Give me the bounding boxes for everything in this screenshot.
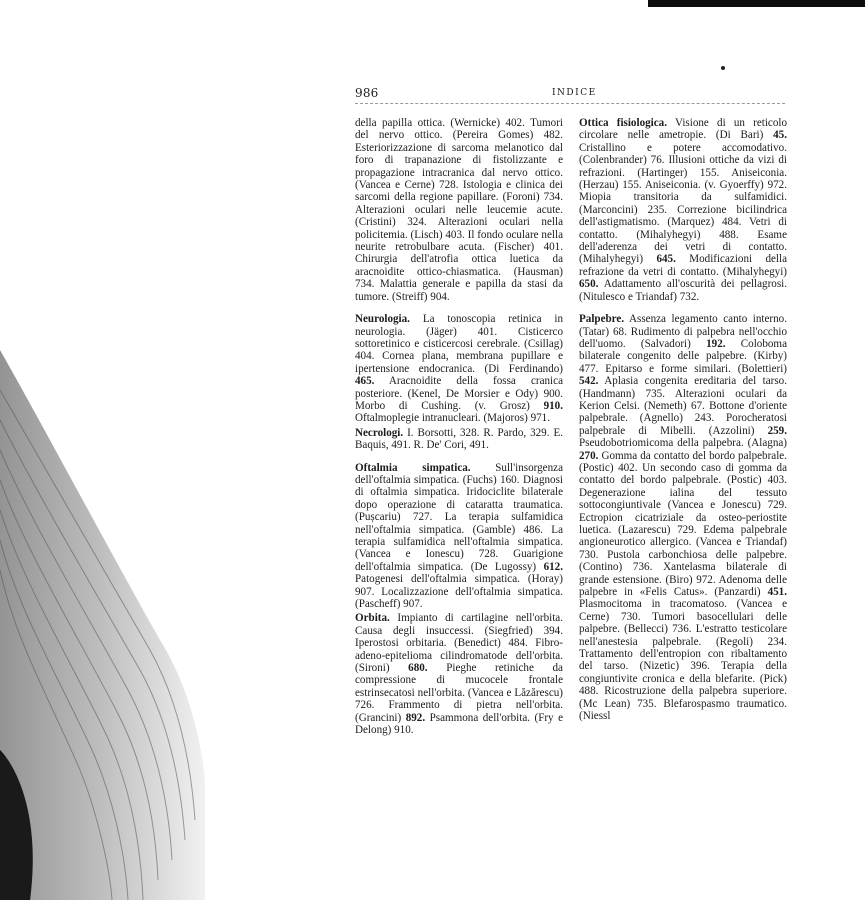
entry-text: Aplasia congenita ereditaria del tarso. (Handmann) 735. Alterazioni oculari da Kerion Celsi. (Nemeth) 67. Bottone d'oriente palpebrale. (Agnello) 243. Porocheratosi palpebrale di Mibelli. (Azzolini) [579, 375, 787, 437]
bold-page-ref: 892. [405, 711, 426, 724]
entry-text: Pseudobotriomicoma della palpebra. (Alagna) [579, 437, 787, 450]
entry-term: Necrologi. [355, 426, 404, 439]
entry-term: Oftalmia simpatica. [355, 461, 471, 474]
entry-text: Pieghe retiniche da compressione di mucocele frontale estrinsecatosi nell'orbita. (Vancea e Lăzărescu) 726. Frammento di pietra nell'orbita. (Grancini) [355, 662, 563, 724]
bold-page-ref: 680. [408, 662, 428, 675]
bold-page-ref: 910. [543, 399, 563, 412]
bold-page-ref: 259. [767, 424, 787, 437]
entry-text: La tonoscopia retinica in neurologia. (Jäger) 401. Cisticerco sottoretinico e cisticercosi cerebrale. (Csillag) 404. Cornea plana, membrana pupillare e ipertensione endocranica. (Di Ferdinando) [355, 313, 563, 375]
index-column-right [579, 117, 787, 733]
page-edge-shadow [0, 350, 205, 900]
running-head: INDICE [552, 88, 597, 98]
scan-top-edge [648, 0, 865, 7]
entry-text: Cristallino e potere accomodativo. (Colenbrander) 76. Illusioni ottiche da vizi di refrazioni. (Hartinger) 155. Aniseiconia. (Herzau) 155. Aniseiconia. (v. Gyoerffy) 972. Miopia transitoria da sulfamidici. (Marconcini) 235. Correzione bicilindrica dell'astigmatismo. (Marquez) 484. Vetri di contatto. (Mihalyhegyi) 488. Esame dell'aderenza dei vetri di contatto. (Mihalyhegyi) [579, 141, 787, 266]
entry-text: Oftalmoplegie intranucleari. (Majoros) 971. [355, 412, 551, 425]
entry-text: I. Borsotti, 328. R. Pardo, 329. E. Baquis, 491. R. De' Cori, 491. [355, 426, 563, 452]
index-entry-orbita [355, 612, 563, 736]
entry-term: Neurologia. [355, 313, 410, 326]
entry-text: Adattamento all'oscurità dei pellagrosi. (Nitulesco e Triandaf) 732. [579, 278, 787, 303]
index-entry-continuation [355, 117, 563, 303]
bold-page-ref: 451. [767, 586, 787, 599]
bold-page-ref: 465. [355, 375, 375, 388]
entry-text: Gomma da contatto del bordo palpebrale. (Postic) 402. Un secondo caso di gomma da contatto del bordo palpebrale. (Postic) 403. Degenerazione ialina del tessuto sottocongiuntivale (Vancea e Jonescu) 729. Ectropion cicatriziale da osteo-periostite luetica. (Lazarescu) 729. Edema palpebrale angioneurotico allergico. (Vancea e Triandaf) 730. Pustola carbonchiosa delle palpebre. (Contino) 736. Xantelasma bilaterale di grande estensione. (Biro) 972. Adenoma delle palpebre in «Felis Catus». (Panzardi) [579, 449, 787, 599]
entry-text: Aracnoidite della fossa cranica posteriore. (Kenel, De Morsier e Ody) 900. Morbo di Cushing. (v. Grosz) [355, 375, 563, 412]
index-entry-oftalmia-simpatica [355, 462, 563, 611]
bold-page-ref: 612. [543, 560, 563, 573]
entry-term: Palpebre. [579, 313, 625, 326]
entry-text: Sull'insorgenza dell'oftalmia simpatica. (Fuchs) 160. Diagnosi di oftalmia simpatica. Iridociclite bilaterale dopo operazione di cataratta traumatica. (Pușcariu) 727. La terapia sulfamidica nell'oftalmia simpatica. (Gamble) 486. La terapia sulfamidica nell'oftalmia simpatica. (Vancea e Ionescu) 728. Guarigione dell'oftalmia simpatica. (De Lugossy) [355, 461, 563, 573]
bold-page-ref: 542. [579, 375, 599, 388]
entry-text: Impianto di cartilagine nell'orbita. Causa degli insuccessi. (Siegfried) 394. Iperostosi orbitaria. (Benedict) 484. Fibro-adeno-epitelioma cilindromatode dell'orbita. (Sironi) [355, 612, 563, 675]
entry-text: Plasmocitoma in tracomatoso. (Vancea e Cerne) 730. Tumori basocellulari delle palpebre. (Bellecci) 736. L'estratto testicolare nell'anestesia palpebrale. (Regoli) 234. Trattamento dell'entropion con ribaltamento del tarso. (Nizetic) 396. Terapia della congiuntivite cronica e della blefarite. (Pick) 488. Ricostruzione della palpebra superiore. (Mc Lean) 735. Blefarospasmo traumatico. (Niessl [579, 598, 787, 723]
entry-text: Coloboma bilaterale congenito delle palpebre. (Kirby) 477. Epitarso e forme similari. (Bolettieri) [579, 337, 787, 375]
entry-text: della papilla ottica. (Wernicke) 402. Tumori del nervo ottico. (Pereira Gomes) 482. Esteriorizzazione di sarcoma melanotico dal foro di trapanazione di fistolizzante e propagazione intracranica dal nervo ottico. (Vancea e Cerne) 728. Istologia e clinica dei sarcomi della regione papillare. (Foroni) 734. Alterazioni oculari nelle leucemie acute. (Cristini) 324. Alterazioni oculari nella policitemia. (Lisch) 403. Il fondo oculare nella neurite retrobulbare acuta. (Fischer) 401. Chirurgia dell'atrofia ottica luetica da aracnoidite ottico-chiasmatica. (Hausman) 734. Malattia generale e papilla da stasi da tumore. (Streiff) 904. [355, 117, 563, 303]
entry-text: Visione di un reticolo circolare nelle ametropie. (Di Bari) [579, 117, 788, 142]
entry-term: Ottica fisiologica. [579, 117, 667, 129]
entry-text: Psammona dell'orbita. (Fry e Delong) 910. [355, 711, 564, 737]
page-number: 986 [355, 86, 379, 100]
page-edge-shadow-drawing [0, 350, 205, 900]
entry-text: Modificazioni della refrazione da vetri di contatto. (Mihalyhegyi) [579, 253, 788, 278]
index-entry-ottica-fisiologica [579, 117, 787, 303]
ink-dot [721, 66, 725, 70]
header-rule [355, 103, 785, 104]
entry-text: Assenza legamento canto interno. (Tatar) 68. Rudimento di palpebra nell'occhio dell'uomo. (Salvadori) [579, 313, 787, 350]
index-column-left [355, 117, 563, 747]
bold-page-ref: 645. [656, 253, 676, 266]
bold-page-ref: 45. [773, 129, 787, 142]
entry-text: Patogenesi dell'oftalmia simpatica. (Horay) 907. Localizzazione dell'oftalmia simpatica. (Pascheff) 907. [355, 573, 563, 611]
index-entry-neurologia [355, 313, 563, 425]
index-entry-palpebre [579, 313, 787, 722]
bold-page-ref: 270. [579, 449, 599, 462]
bold-page-ref: 650. [579, 278, 599, 291]
index-entry-necrologi [355, 427, 563, 452]
bold-page-ref: 192. [706, 337, 726, 350]
entry-term: Orbita. [355, 612, 390, 625]
